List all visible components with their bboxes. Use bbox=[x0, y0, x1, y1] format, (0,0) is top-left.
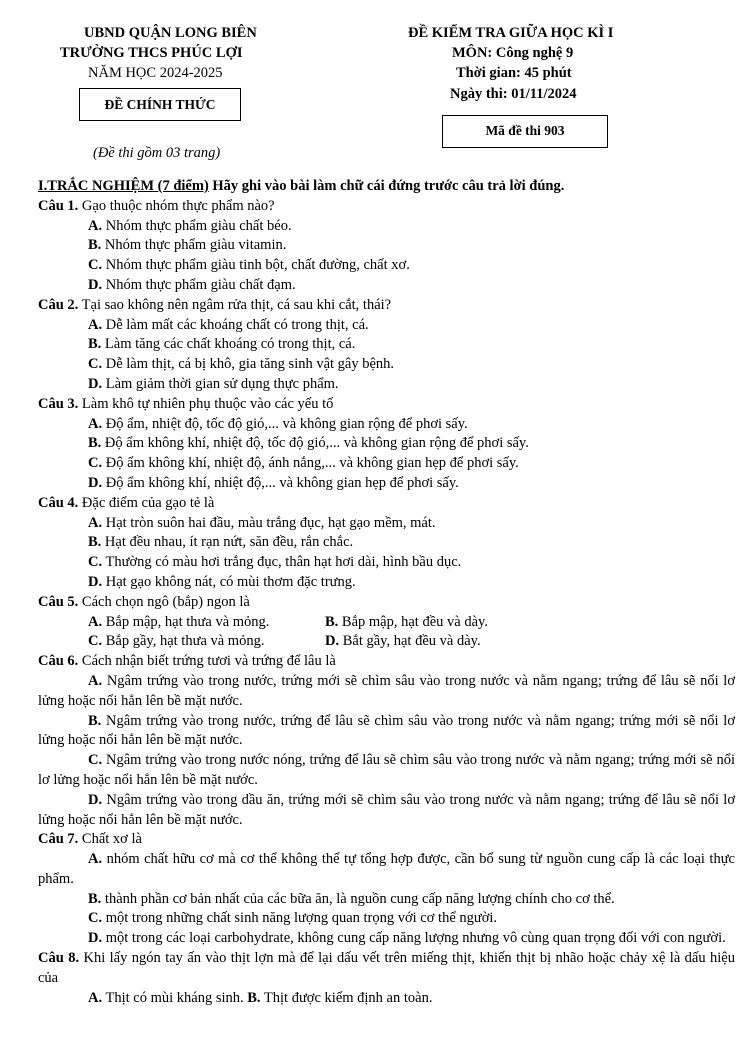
option-row bbox=[38, 553, 735, 573]
answer-option bbox=[88, 554, 461, 570]
option-text: Làm giảm thời gian sử dụng thực phẩm. bbox=[102, 375, 339, 392]
option-key: D. bbox=[88, 474, 103, 491]
option-key: A. bbox=[88, 514, 103, 531]
answer-option bbox=[247, 990, 432, 1006]
answer-option bbox=[325, 633, 481, 649]
option-key: D. bbox=[88, 276, 103, 293]
option-key: B. bbox=[88, 890, 102, 907]
option-key: B. bbox=[88, 237, 102, 254]
option-key: B. bbox=[325, 613, 339, 630]
option-text: Nhóm thực phẩm giàu chất đạm. bbox=[102, 276, 296, 293]
answer-option bbox=[38, 752, 735, 788]
answer-option bbox=[88, 218, 292, 234]
option-key: A. bbox=[88, 316, 103, 333]
option-text: một trong các loại carbohydrate, không cung cấp năng lượng nhưng vô cùng quan trọng đối với con người. bbox=[102, 930, 726, 947]
option-key: D. bbox=[88, 375, 103, 392]
answer-option bbox=[88, 515, 436, 531]
option-text: Thường có màu hơi trắng đục, thân hạt hơi dài, hình bầu dục. bbox=[102, 554, 462, 571]
answer-option bbox=[88, 574, 356, 590]
option-row bbox=[38, 989, 735, 1009]
option-key: C. bbox=[88, 910, 103, 927]
option-key: A. bbox=[88, 989, 103, 1006]
question-number: Câu 2. bbox=[38, 296, 79, 313]
section-heading bbox=[38, 177, 735, 197]
answer-option bbox=[88, 910, 497, 926]
option-key: B. bbox=[247, 989, 261, 1006]
option-row bbox=[38, 355, 735, 375]
question-number: Câu 1. bbox=[38, 197, 79, 214]
option-text: Nhóm thực phẩm giàu tinh bột, chất đường, chất xơ. bbox=[102, 257, 410, 274]
option-text: Bắp gầy, hạt thưa và mỏng. bbox=[102, 633, 265, 650]
option-text: Làm tăng các chất khoáng có trong thịt, cá. bbox=[101, 336, 356, 353]
answer-option bbox=[88, 336, 355, 352]
question-number: Câu 6. bbox=[38, 653, 79, 670]
option-key: A. bbox=[88, 851, 103, 868]
question-7 bbox=[38, 830, 735, 850]
option-key: B. bbox=[88, 336, 102, 353]
option-key: C. bbox=[88, 455, 103, 472]
option-text: Dễ làm mất các khoáng chất có trong thịt, cá. bbox=[102, 316, 369, 333]
answer-option bbox=[88, 435, 529, 451]
exam-time: Thời gian: 45 phút bbox=[456, 65, 572, 81]
option-key: C. bbox=[88, 257, 103, 274]
option-key: B. bbox=[88, 534, 102, 551]
option-text: Bắp mập, hạt thưa và mỏng. bbox=[102, 613, 270, 630]
answer-option bbox=[88, 534, 353, 550]
option-key: C. bbox=[88, 752, 103, 769]
option-text: Ngâm trứng vào trong nước, trứng mới sẽ chìm sâu vào trong nước và nằm ngang; trứng để lâu sẽ nổi lơ lửng hoặc nổi hẳn lên bề mặt nước. bbox=[38, 672, 735, 709]
option-row bbox=[38, 791, 735, 831]
option-row bbox=[38, 474, 735, 494]
answer-option bbox=[88, 990, 244, 1006]
question-number: Câu 3. bbox=[38, 395, 79, 412]
option-row bbox=[38, 454, 735, 474]
question-3 bbox=[38, 395, 735, 415]
question-5 bbox=[38, 593, 735, 613]
answer-option bbox=[88, 237, 286, 253]
option-text: Thịt có mùi kháng sinh. bbox=[102, 989, 244, 1006]
option-text: Hạt gạo không nát, có mùi thơm đặc trưng. bbox=[102, 573, 356, 590]
exam-title: ĐỀ KIỂM TRA GIỮA HỌC KÌ I bbox=[408, 25, 614, 41]
question-1 bbox=[38, 197, 735, 217]
option-row bbox=[38, 632, 735, 652]
option-row bbox=[38, 256, 735, 276]
answer-option bbox=[88, 416, 468, 432]
section-title: I.TRẮC NGHIỆM (7 điểm) bbox=[38, 178, 209, 194]
question-text: Tại sao không nên ngâm rửa thịt, cá sau khi cắt, thái? bbox=[78, 296, 392, 313]
option-row bbox=[38, 890, 735, 910]
option-row bbox=[38, 751, 735, 791]
answer-option bbox=[88, 376, 339, 392]
answer-option bbox=[88, 475, 459, 491]
exam-code-box: Mã đề thi 903 bbox=[442, 115, 608, 148]
option-key: D. bbox=[88, 573, 103, 590]
option-key: A. bbox=[88, 217, 103, 234]
question-6 bbox=[38, 652, 735, 672]
exam-subject: MÔN: Công nghệ 9 bbox=[452, 45, 574, 61]
district-name: UBND QUẬN LONG BIÊN bbox=[84, 25, 257, 41]
option-row bbox=[38, 375, 735, 395]
option-key: B. bbox=[88, 435, 102, 452]
option-text: Bắt gầy, hạt đều và dày. bbox=[339, 633, 481, 650]
question-number: Câu 8. bbox=[38, 950, 80, 967]
option-row bbox=[38, 236, 735, 256]
option-row bbox=[38, 276, 735, 296]
option-text: nhóm chất hữu cơ mà cơ thể không thể tự tổng hợp được, cần bổ sung từ nguồn cung cấp là các loại thực phẩm. bbox=[38, 851, 735, 887]
question-text: Chất xơ là bbox=[78, 831, 142, 848]
answer-option bbox=[88, 257, 410, 273]
option-row bbox=[38, 712, 735, 752]
answer-option bbox=[88, 317, 369, 333]
option-text: Độ ẩm, nhiệt độ, tốc độ gió,... và không gian rộng để phơi sấy. bbox=[102, 415, 468, 432]
option-key: A. bbox=[88, 415, 103, 432]
option-row bbox=[38, 672, 735, 712]
option-text: một trong những chất sinh năng lượng quan trọng với cơ thể người. bbox=[102, 910, 498, 927]
option-row bbox=[38, 573, 735, 593]
pages-note: (Đề thi gồm 03 trang) bbox=[93, 145, 221, 161]
option-row bbox=[38, 613, 735, 633]
option-text: Độ ẩm không khí, nhiệt độ, tốc độ gió,... và không gian rộng để phơi sấy. bbox=[101, 435, 529, 452]
question-text: Gạo thuộc nhóm thực phẩm nào? bbox=[78, 197, 275, 214]
question-text: Làm khô tự nhiên phụ thuộc vào các yếu tố bbox=[78, 395, 334, 412]
option-text: Ngâm trứng vào trong dầu ăn, trứng mới sẽ chìm sâu vào trong nước và nằm ngang; trứng để lâu sẽ nổi lơ lửng hoặc nổi hẳn lên bề mặt nước. bbox=[38, 791, 735, 828]
option-key: D. bbox=[88, 930, 103, 947]
option-key: C. bbox=[88, 554, 103, 571]
answer-option bbox=[325, 614, 488, 630]
option-key: A. bbox=[88, 672, 103, 689]
option-text: Nhóm thực phẩm giàu vitamin. bbox=[101, 237, 287, 254]
option-key: C. bbox=[88, 633, 103, 650]
exam-content bbox=[38, 177, 735, 1008]
answer-option bbox=[88, 633, 264, 649]
option-key: D. bbox=[325, 633, 340, 650]
option-text: Hạt đều nhau, ít rạn nứt, săn đều, rắn chắc. bbox=[101, 534, 354, 551]
answer-option bbox=[88, 930, 726, 946]
option-row bbox=[38, 217, 735, 237]
question-number: Câu 5. bbox=[38, 593, 79, 610]
section-instruction: Hãy ghi vào bài làm chữ cái đứng trước câu trả lời đúng. bbox=[208, 178, 565, 194]
option-row bbox=[38, 533, 735, 553]
question-4 bbox=[38, 494, 735, 514]
option-text: Dễ làm thịt, cá bị khô, gia tăng sinh vật gây bệnh. bbox=[102, 356, 395, 373]
option-row bbox=[38, 850, 735, 890]
option-row bbox=[38, 514, 735, 534]
option-row bbox=[38, 909, 735, 929]
question-2 bbox=[38, 296, 735, 316]
answer-option bbox=[88, 356, 394, 372]
answer-option bbox=[88, 455, 519, 471]
option-cell bbox=[88, 613, 325, 633]
option-text: Ngâm trứng vào trong nước nóng, trứng để lâu sẽ chìm sâu vào trong nước và nằm ngang; trứng mới sẽ nổi lơ lửng hoặc nổi hẳn lên bề mặt nước. bbox=[38, 752, 735, 788]
answer-option bbox=[88, 891, 615, 907]
option-row bbox=[38, 316, 735, 336]
option-cell bbox=[325, 632, 481, 652]
option-text: thành phần cơ bản nhất của các bữa ăn, là nguồn cung cấp năng lượng chính cho cơ thể. bbox=[101, 890, 615, 907]
option-text: Độ ẩm không khí, nhiệt độ, ánh nắng,... và không gian hẹp để phơi sấy. bbox=[102, 455, 519, 472]
school-name: TRƯỜNG THCS PHÚC LỢI bbox=[60, 45, 243, 61]
question-text: Khi lấy ngón tay ấn vào thịt lợn mà để lại dấu vết trên miếng thịt, khiến thịt bị nhão hoặc chảy xệ là dấu hiệu của bbox=[38, 950, 735, 986]
answer-option bbox=[38, 673, 735, 709]
option-text: Nhóm thực phẩm giàu chất béo. bbox=[102, 217, 292, 234]
option-text: Thịt được kiểm định an toàn. bbox=[260, 989, 433, 1006]
option-key: D. bbox=[88, 791, 103, 808]
question-list bbox=[38, 197, 735, 1009]
option-text: Ngâm trứng vào trong nước, trứng để lâu sẽ chìm sâu vào trong nước và nằm ngang; trứng mới sẽ nổi lơ lửng hoặc nổi hẳn lên bề mặt nước. bbox=[38, 712, 735, 749]
exam-date: Ngày thi: 01/11/2024 bbox=[450, 86, 577, 102]
school-year: NĂM HỌC 2024-2025 bbox=[88, 65, 223, 81]
question-number: Câu 7. bbox=[38, 831, 79, 848]
question-text: Cách chọn ngô (bắp) ngon là bbox=[78, 593, 250, 610]
option-row bbox=[38, 415, 735, 435]
answer-option bbox=[88, 614, 269, 630]
option-key: C. bbox=[88, 356, 103, 373]
official-exam-box: ĐỀ CHÍNH THỨC bbox=[79, 88, 241, 121]
answer-option bbox=[38, 851, 735, 887]
option-row bbox=[38, 434, 735, 454]
question-text: Đặc điểm của gạo tẻ là bbox=[78, 494, 215, 511]
option-cell bbox=[325, 613, 488, 633]
answer-option bbox=[38, 713, 735, 749]
option-cell bbox=[88, 632, 325, 652]
option-row bbox=[38, 335, 735, 355]
question-number: Câu 4. bbox=[38, 494, 79, 511]
option-key: A. bbox=[88, 613, 103, 630]
answer-option bbox=[38, 792, 735, 828]
option-text: Bắp mập, hạt đều và dày. bbox=[338, 613, 488, 630]
answer-option bbox=[88, 277, 296, 293]
option-row bbox=[38, 929, 735, 949]
option-text: Độ ẩm không khí, nhiệt độ,... và không gian hẹp để phơi sấy. bbox=[102, 474, 459, 491]
question-text: Cách nhận biết trứng tươi và trứng để lâu là bbox=[78, 653, 336, 670]
option-key: B. bbox=[88, 712, 102, 729]
option-text: Hạt tròn suôn hai đầu, màu trắng đục, hạt gạo mềm, mát. bbox=[102, 514, 436, 531]
question-8 bbox=[38, 949, 735, 989]
